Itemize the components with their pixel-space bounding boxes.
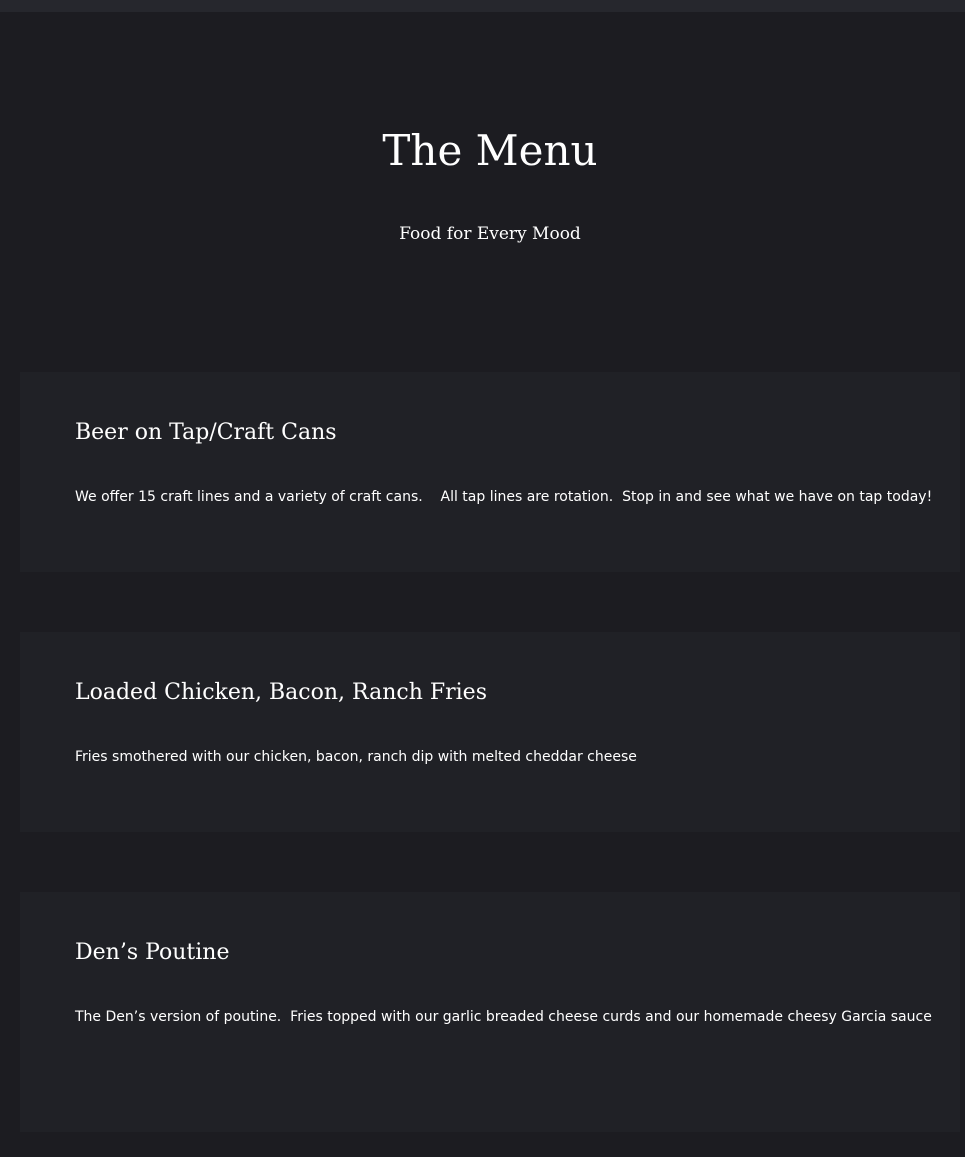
menu-item-description: We offer 15 craft lines and a variety of craft cans. All tap lines are rotation. Stop in and see what we have on tap today! [75, 489, 933, 505]
page-subtitle: Food for Every Mood [399, 224, 581, 244]
menu-item-card-poutine [20, 892, 960, 1132]
menu-item-title: Loaded Chicken, Bacon, Ranch Fries [75, 680, 487, 705]
menu-item-card-beer [20, 372, 960, 572]
menu-item-card-loaded-fries [20, 632, 960, 832]
menu-item-description: Fries smothered with our chicken, bacon, ranch dip with melted cheddar cheese [75, 749, 637, 765]
menu-item-title: Den’s Poutine [75, 940, 230, 965]
top-strip [0, 0, 965, 12]
menu-item-description: The Den’s version of poutine. Fries topped with our garlic breaded cheese curds and our homemade cheesy Garcia sauce [75, 1009, 932, 1025]
page-title: The Menu [382, 126, 598, 175]
menu-item-title: Beer on Tap/Craft Cans [75, 420, 337, 445]
